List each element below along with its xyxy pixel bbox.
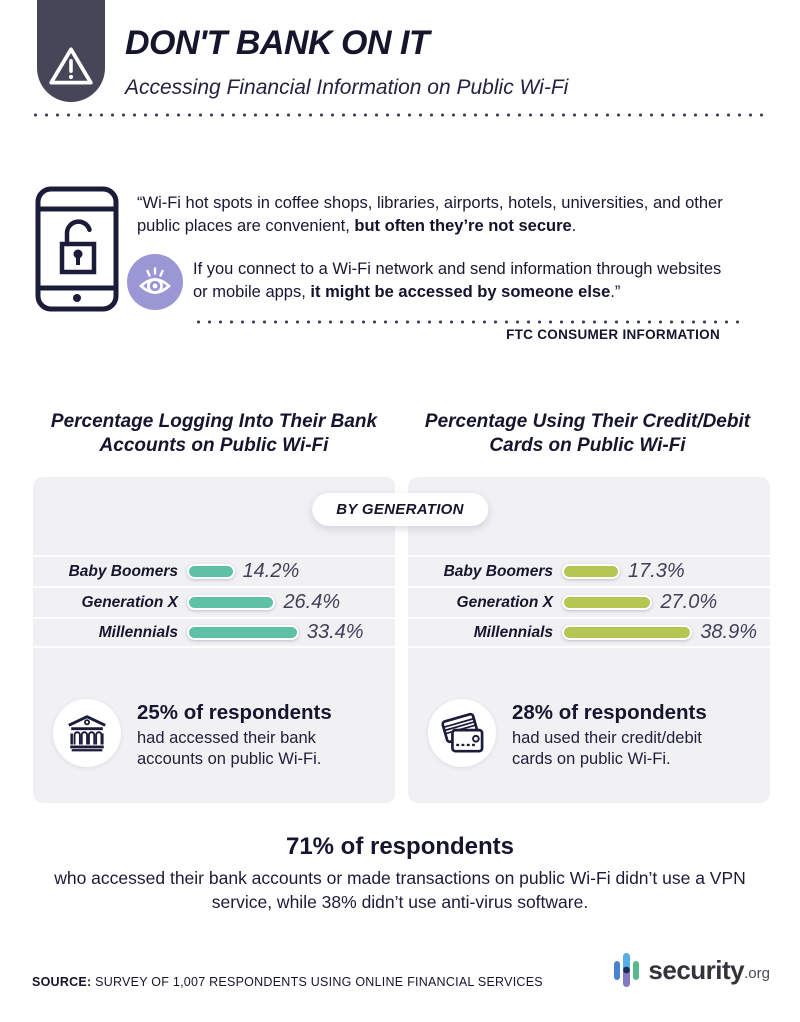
quote-part-2	[193, 258, 733, 304]
chart-row	[408, 586, 770, 617]
summary-body: who accessed their bank accounts or made transactions on public Wi-Fi didn’t use a VPN service, while 38% didn’t use anti-virus software.	[54, 868, 746, 913]
bank-icon	[64, 710, 110, 756]
eye-icon	[127, 254, 183, 310]
dotted-divider-quote	[193, 320, 745, 324]
bar-generation-x-cards	[562, 595, 652, 610]
cards-icon-circle	[428, 699, 496, 767]
warning-badge	[37, 0, 105, 102]
tablet-unlock-icon	[35, 186, 119, 317]
source-note	[32, 975, 543, 989]
quote-text: “Wi-Fi hot spots in coffee shops, libraries, airports, hotels, universities, and other public places are convenient,	[137, 194, 723, 236]
chart-row	[33, 617, 395, 648]
credit-cards-icon	[439, 711, 485, 755]
bar-millennials-cards	[562, 625, 692, 640]
bar-generation-x-bank	[187, 595, 275, 610]
bank-callout-body: had accessed their bank accounts on public Wi-Fi.	[137, 728, 322, 769]
cards-callout-heading: 28% of respondents	[512, 701, 707, 724]
chart-title-cards: Percentage Using Their Credit/Debit Cards on Public Wi-Fi	[424, 411, 751, 457]
bank-callout	[53, 699, 387, 771]
quote-end: .	[571, 217, 577, 236]
category-label: Baby Boomers	[68, 562, 178, 580]
category-label: Generation X	[81, 593, 178, 611]
summary-heading: 71% of respondents	[285, 833, 515, 860]
logo-text: security	[648, 954, 745, 985]
page-title: DON'T BANK ON IT	[125, 24, 430, 62]
chart-row	[408, 555, 770, 586]
value-label: 33.4%	[306, 621, 364, 643]
bar-baby-boomers-bank	[187, 564, 235, 579]
dotted-divider-top	[30, 113, 770, 117]
logo-suffix: .org	[744, 964, 770, 982]
source-label: SOURCE:	[32, 975, 92, 989]
bank-callout-text	[137, 700, 355, 771]
value-label: 38.9%	[700, 621, 758, 643]
page-subtitle: Accessing Financial Information on Public Wi-Fi	[125, 76, 569, 99]
bar-millennials-bank	[187, 625, 299, 640]
security-org-logo-mark	[614, 952, 641, 988]
bank-callout-heading: 25% of respondents	[137, 701, 332, 724]
quote-attribution: FTC CONSUMER INFORMATION	[506, 327, 720, 342]
by-generation-pill: BY GENERATION	[312, 493, 488, 526]
value-label: 26.4%	[283, 591, 341, 613]
cards-callout-body: had used their credit/debit cards on public Wi-Fi.	[512, 728, 702, 769]
chart-row	[33, 586, 395, 617]
bank-chart-rows	[33, 555, 395, 648]
category-label: Millennials	[98, 623, 178, 641]
bank-icon-circle	[53, 699, 121, 767]
quote-text: If you connect to a Wi-Fi network and send information through websites or mobile apps,	[193, 260, 722, 301]
value-label: 17.3%	[627, 560, 685, 582]
cards-callout	[428, 699, 762, 771]
quote-bold: it might be accessed by someone else	[310, 282, 611, 301]
value-label: 14.2%	[242, 560, 300, 582]
chart-row	[33, 555, 395, 586]
cards-callout-text	[512, 700, 730, 771]
quote-part-1	[137, 192, 755, 239]
chart-row	[408, 617, 770, 648]
bar-baby-boomers-cards	[562, 564, 620, 579]
source-text: SURVEY OF 1,007 RESPONDENTS USING ONLINE FINANCIAL SERVICES	[91, 975, 543, 989]
category-label: Baby Boomers	[443, 562, 553, 580]
category-label: Millennials	[473, 623, 553, 641]
value-label: 27.0%	[660, 591, 718, 613]
quote-end: .”	[610, 282, 621, 301]
category-label: Generation X	[456, 593, 553, 611]
quote-bold: but often they’re not secure	[354, 217, 572, 236]
security-org-logo	[614, 952, 770, 988]
chart-title-bank: Percentage Logging Into Their Bank Accounts on Public Wi-Fi	[50, 411, 378, 457]
warning-icon	[46, 44, 96, 90]
cards-chart-rows	[408, 555, 770, 648]
